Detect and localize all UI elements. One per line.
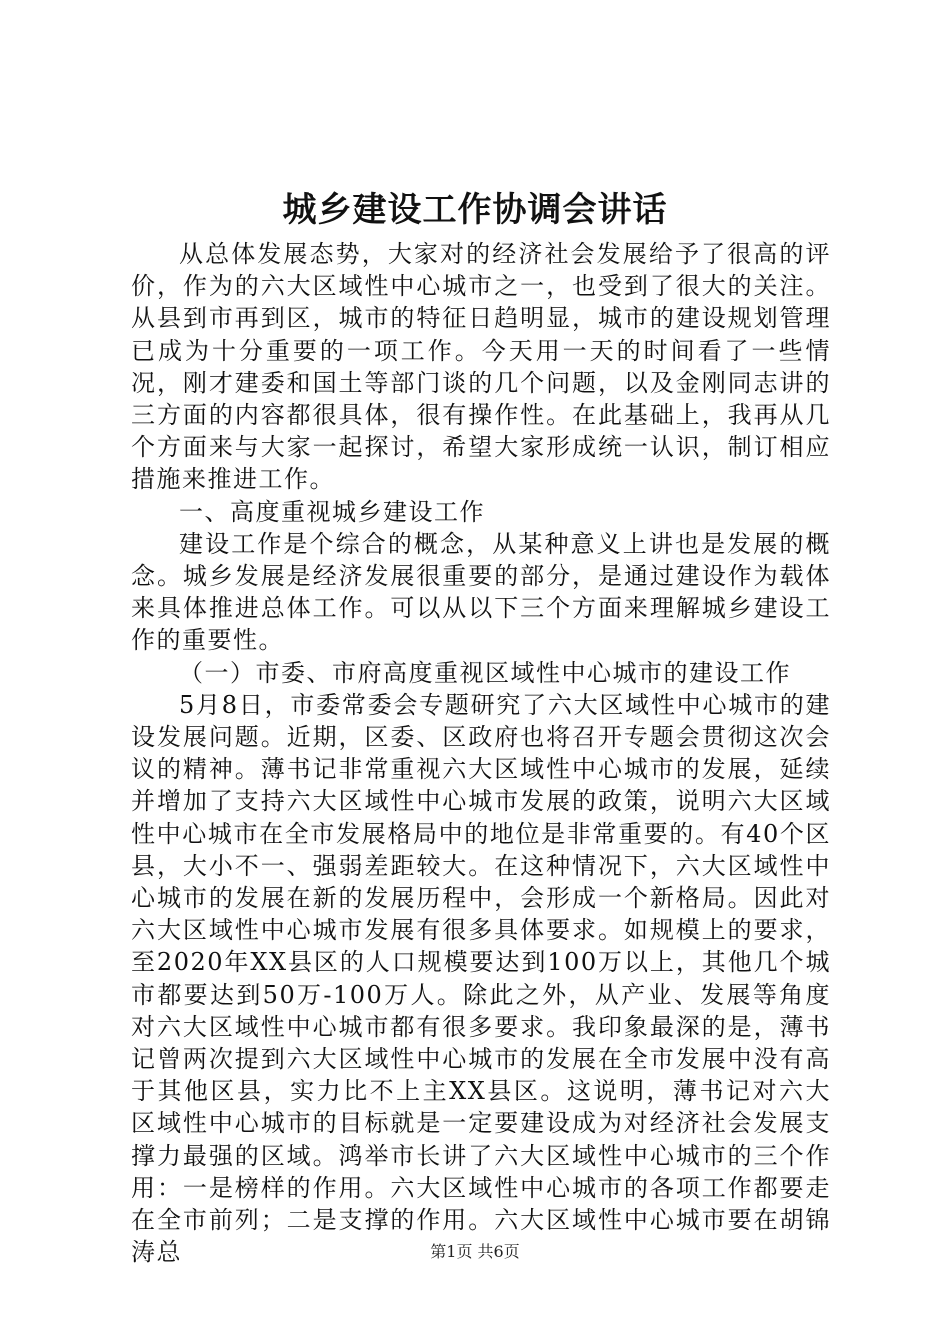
paragraph-intro: 从总体发展态势，大家对的经济社会发展给予了很高的评价，作为的六大区域性中心城市之一，也受到了很大的关注。从县到市再到区，城市的特征日趋明显，城市的建设规划管理已成为十分重要的一项工作。今天用一天的时间看了一些情况，刚才建委和国土等部门谈的几个问题，以及金刚同志讲的三方面的内容都很具体，很有操作性。在此基础上，我再从几个方面来与大家一起探讨，希望大家形成统一认识，制订相应措施来推进工作。	[131, 240, 831, 494]
document-title: 城乡建设工作协调会讲话	[282, 190, 668, 230]
page-number-footer: 第1页 共6页	[430, 1242, 520, 1261]
paragraph-construction-concept: 建设工作是个综合的概念，从某种意义上讲也是发展的概念。城乡发展是经济发展很重要的部分，是通过建设作为载体来具体推进总体工作。可以从以下三个方面来理解城乡建设工作的重要性。	[131, 529, 831, 655]
section-heading-1: 一、高度重视城乡建设工作	[179, 497, 485, 526]
subsection-heading-1: （一）市委、市府高度重视区域性中心城市的建设工作	[179, 658, 791, 687]
paragraph-municipal-priority: 5月8日，市委常委会专题研究了六大区域性中心城市的建设发展问题。近期，区委、区政府也将召开专题会贯彻这次会议的精神。薄书记非常重视六大区域性中心城市的发展，延续并增加了支持六大区域性中心城市发展的政策，说明六大区域性中心城市在全市发展格局中的地位是非常重要的。有40个区县，大小不一、强弱差距较大。在这种情况下，六大区域性中心城市的发展在新的发展历程中，会形成一个新格局。因此对六大区域性中心城市发展有很多具体要求。如规模上的要求，至2020年XX县区的人口规模要达到100万以上，其他几个城市都要达到50万-100万人。除此之外，从产业、发展等角度对六大区域性中心城市都有很多要求。我印象最深的是，薄书记曾两次提到六大区域性中心城市的发展在全市发展中没有高于其他区县，实力比不上主XX县区。这说明，薄书记对六大区域性中心城市的目标就是一定要建设成为对经济社会发展支撑力最强的区域。鸿举市长讲了六大区域性中心城市的三个作用：一是榜样的作用。六大区域性中心城市的各项工作都要走在全市前列；二是支撑的作用。六大区域性中心城市要在胡锦涛总	[131, 690, 831, 1267]
document-body	[131, 238, 831, 1269]
